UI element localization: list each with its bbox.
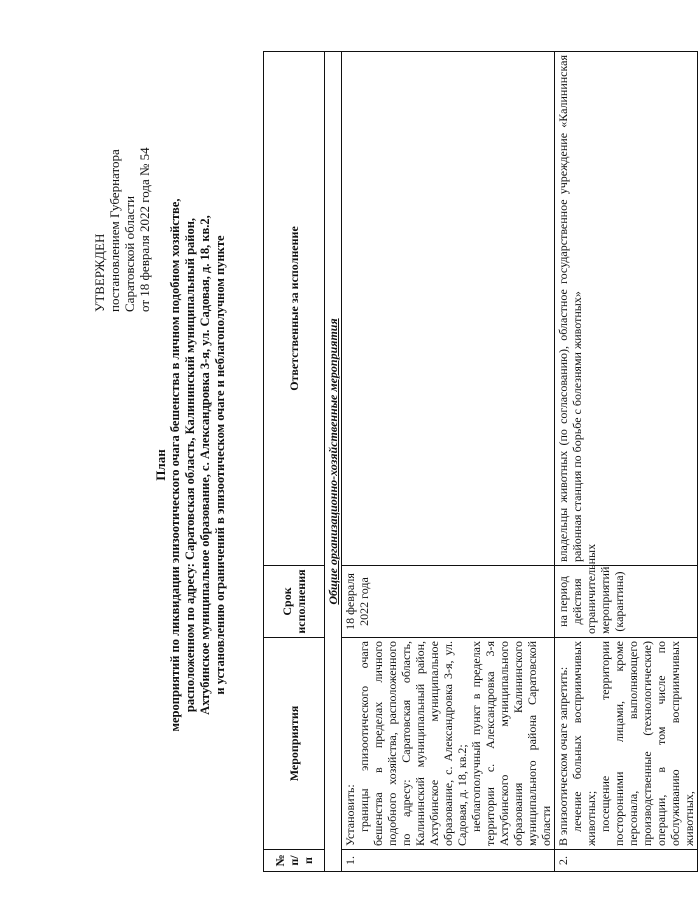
section-title: Общие организационно-хозяйственные мероприятия [325,52,342,872]
table-header-row [264,52,325,872]
section-row [325,52,342,872]
header-measures: Мероприятия [264,638,325,850]
header-responsible: Ответственные за исполнение [264,52,325,566]
approval-block [92,147,152,312]
plan-title-line: Ахтубинское муниципальное образование, с. Александровка 3-я, ул. Садовая, д. 18, кв.2, [198,215,212,715]
plan-title [153,65,228,865]
measure-paragraph: границы эпизоотического очага бешенства в пределах личного подобного хозяйства, расположенного по адресу: Саратовская область, Калининский муниципальный район, Ахтубинское муниципальное образование, с. Александровка 3-я, ул. Садовая, д. 18, кв.2; [357,641,469,846]
table-row [342,52,555,872]
measure-paragraph: неблагополучный пункт в пределах территории с. Александровка 3-я Ахтубинского муниципального образования Калининского муниципального района Саратовской области [469,641,553,846]
approval-line: от 18 февраля 2022 года № 54 [137,147,152,312]
approval-heading: УТВЕРЖДЕН [92,233,107,312]
row-responsible: владельцы животных (по согласованию), областное государственное учреждение «Калининская районная станция по борьбе с болезнями животных» [555,52,698,566]
row-responsible [342,52,555,566]
row-measure [555,638,698,850]
approval-line: Саратовской области [122,195,137,312]
row-number: 2. [555,850,698,872]
measure-lead: В эпизоотическом очаге запретить: [556,666,570,846]
header-term: Срок исполнения [264,566,325,638]
measures-table [263,51,698,872]
table-row [555,52,698,872]
row-number: 1. [342,850,555,872]
header-num: № п/п [264,850,325,872]
plan-title-line: расположенном по адресу: Саратовская область, Калининский муниципальный район, [183,217,197,713]
row-measure [342,638,555,850]
plan-title-line: и установлению ограничений в эпизоотическом очаге и неблагополучном пункте [213,235,227,695]
measure-paragraph: лечение больных восприимчивых животных; [570,641,598,846]
row-term: 18 февраля 2022 года [342,566,555,638]
plan-title-line: мероприятий по ликвидации эпизоотического очага бешенства в личном подобном хозяйстве, [168,198,182,732]
plan-title-heading: План [153,449,168,481]
row-term: на период действия ограничительных мероприятий (карантина) [555,566,698,638]
measure-lead: Установить: [343,784,357,846]
measure-paragraph: посещение территории посторонними лицами, кроме персонала, выполняющего производственные (технологические) операции, в том числе по обслуживанию восприимчивых животных, [598,641,696,846]
approval-line: постановлением Губернатора [107,149,122,312]
